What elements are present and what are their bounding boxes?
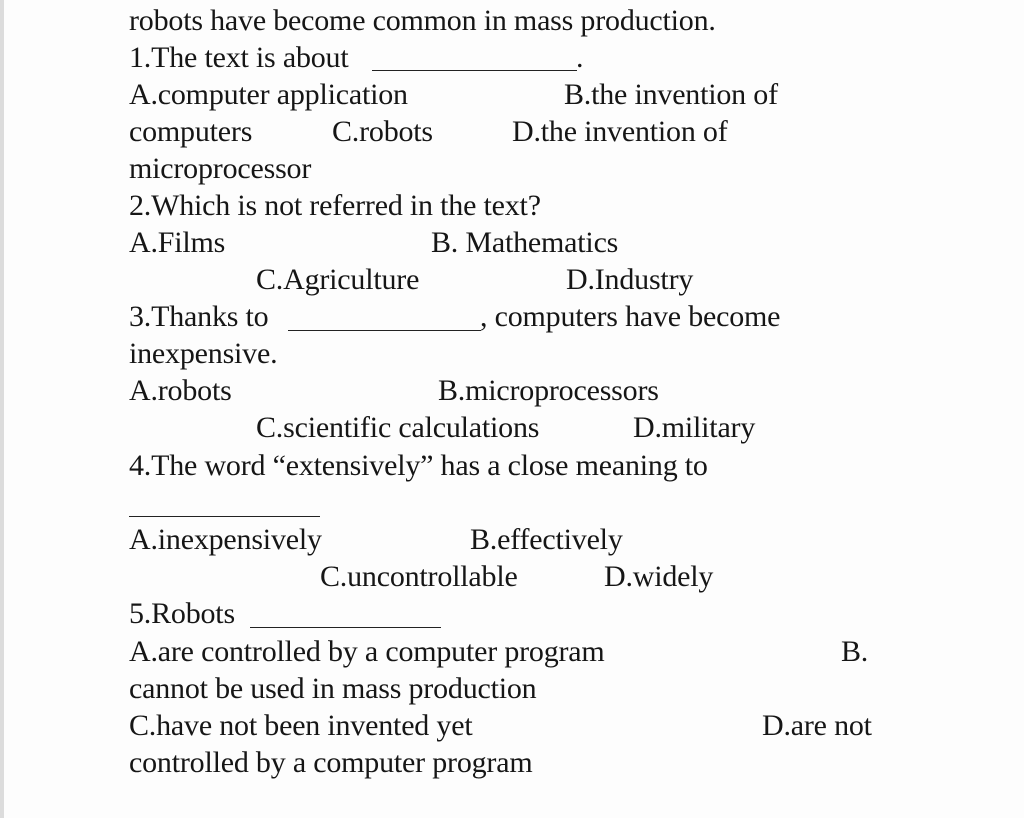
q4-option-d[interactable]: D.widely [604, 560, 714, 593]
q1-option-b-start[interactable]: B.the invention of [564, 78, 778, 111]
q3-answer-blank[interactable] [288, 330, 481, 331]
q5-option-b-end[interactable]: cannot be used in mass production [129, 672, 537, 705]
q2-option-d[interactable]: D.Industry [566, 263, 694, 296]
q3-stem-after: , computers have become [480, 300, 781, 333]
q4-option-a[interactable]: A.inexpensively [129, 523, 322, 556]
q5-answer-blank[interactable] [250, 627, 441, 628]
q5-stem: 5.Robots [129, 597, 235, 630]
q1-stem: 1.The text is about [129, 41, 349, 74]
q5-option-d-end[interactable]: controlled by a computer program [129, 746, 533, 779]
q3-option-b[interactable]: B.microprocessors [438, 374, 659, 407]
q1-option-d-start[interactable]: D.the invention of [512, 115, 728, 148]
q3-stem-start: 3.Thanks to [129, 300, 269, 333]
q4-option-b[interactable]: B.effectively [470, 523, 623, 556]
q3-stem-end: inexpensive. [129, 337, 278, 370]
q2-option-b[interactable]: B. Mathematics [431, 226, 619, 259]
q5-option-b-start[interactable]: B. [841, 635, 869, 668]
q3-option-c[interactable]: C.scientific calculations [256, 411, 540, 444]
q3-option-a[interactable]: A.robots [129, 374, 232, 407]
q5-option-c[interactable]: C.have not been invented yet [129, 709, 473, 742]
intro-line: robots have become common in mass production. [129, 4, 716, 37]
q2-stem: 2.Which is not referred in the text? [129, 189, 541, 222]
q3-option-d[interactable]: D.military [633, 411, 756, 444]
q4-option-c[interactable]: C.uncontrollable [320, 560, 518, 593]
q1-period: . [576, 41, 584, 74]
q2-option-c[interactable]: C.Agriculture [256, 263, 420, 296]
q2-option-a[interactable]: A.Films [129, 226, 226, 259]
q4-answer-blank[interactable] [129, 516, 320, 517]
q5-option-a[interactable]: A.are controlled by a computer program [129, 635, 605, 668]
q1-option-b-end[interactable]: computers [129, 115, 253, 148]
page-edge [0, 0, 4, 818]
q4-stem: 4.The word “extensively” has a close meaning to [129, 449, 708, 482]
q5-option-d-start[interactable]: D.are not [762, 709, 872, 742]
q1-option-d-end[interactable]: microprocessor [129, 152, 312, 185]
q1-answer-blank[interactable] [372, 70, 577, 71]
q1-option-a[interactable]: A.computer application [129, 78, 408, 111]
q1-option-c[interactable]: C.robots [332, 115, 433, 148]
